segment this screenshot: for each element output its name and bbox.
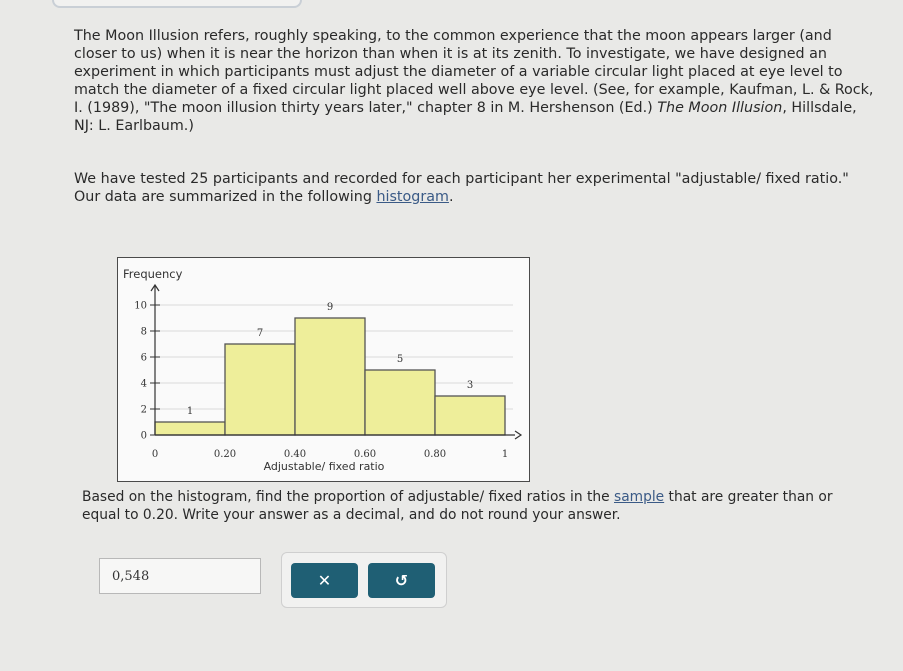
clear-button[interactable] [291,563,358,598]
bar-value-label: 1 [186,406,194,417]
y-axis-title: Frequency [123,267,183,281]
intro-text: The Moon Illusion refers, roughly speaking, to the common experience that the moon appears larger (and closer to us) when it is near the horizon than when it is at its zenith. To investigate, we have designed an experiment in which participants must adjust the diameter of a variable circular light placed at eye level to match the diameter of a fixed circular light placed well above eye level. (See, for example, Kaufman, L. & Rock, I. (1989), "The moon illusion thirty years later," chapter 8 in M. Hershenson (Ed.) [74,28,874,117]
problem-intro [74,27,874,136]
histogram-bar [365,370,435,435]
summary-text: Our data are summarized in the following [74,189,377,206]
question-suffix: that are greater than or equal to 0.20. Write your answer as a decimal, and do not round your answer. [82,489,833,523]
bar-value-label: 7 [256,328,264,339]
summary-period: . [448,189,454,206]
histogram-bar [225,344,295,435]
question-text [82,488,872,524]
x-tick-label: 0.20 [213,449,237,460]
histogram-bar [155,422,225,435]
histogram-bar [435,396,505,435]
sample-link[interactable]: sample [614,489,665,505]
book-title: The Moon Illusion [657,100,783,117]
x-axis-arrow [515,431,521,439]
answer-input[interactable] [99,558,261,594]
undo-button[interactable] [368,563,435,598]
x-tick-label: 0.60 [353,449,377,460]
undo-icon: ↺ [394,570,409,590]
y-tick-label: 10 [134,300,147,312]
x-tick-label: 0.40 [283,449,307,460]
question-prefix: Based on the histogram, find the proportion of adjustable/ fixed ratios in the [82,489,614,505]
x-axis-title: Adjustable/ fixed ratio [263,460,385,473]
bar-value-label: 3 [466,380,474,391]
y-tick-label: 2 [140,404,147,416]
histogram-link[interactable]: histogram [376,189,449,206]
top-panel-tab [52,0,302,8]
y-tick-label: 6 [140,352,147,364]
bar-value-label: 5 [396,354,404,365]
y-tick-label: 8 [140,326,147,338]
histogram-svg [118,258,529,481]
answer-button-group [281,552,447,608]
x-tick-label: 1 [501,449,509,460]
y-tick-label: 0 [140,430,147,442]
y-tick-label: 4 [140,378,147,390]
answer-value: 0,548 [112,568,150,584]
histogram-bar [295,318,365,435]
x-tick-label: 0 [151,449,159,460]
bar-value-label: 9 [326,302,334,313]
tested-text: We have tested 25 participants and recorded for each participant her experimental "adjustable/ fixed ratio." [74,171,849,187]
intro-end-text: , Hillsdale, NJ: L. Earlbaum.) [74,100,857,135]
close-icon: ✕ [317,570,332,590]
histogram-chart [117,257,530,482]
problem-data-description [74,170,874,206]
x-tick-label: 0.80 [423,449,447,460]
